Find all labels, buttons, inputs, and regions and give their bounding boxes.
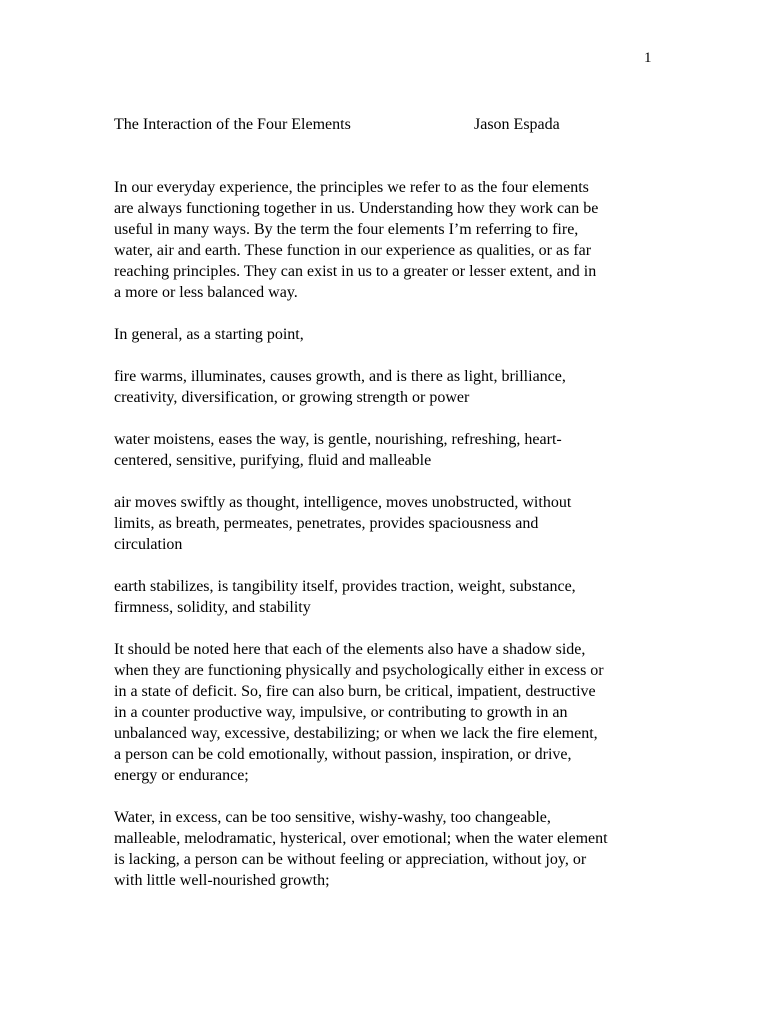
page-number: 1 <box>644 50 652 66</box>
document-title: The Interaction of the Four Elements <box>114 116 351 133</box>
paragraph-shadow-side: It should be noted here that each of the elements also have a shadow side, when they are functioning physically and psychologically either in excess or in a state of deficit. So, fire can also burn, be critical, impatient, destructive in a counter productive way, impulsive, or contributing to growth in an unbalanced way, excessive, destabilizing; or when we lack the fire element, a person can be cold emotionally, without passion, inspiration, or drive, energy or endurance; <box>114 641 604 784</box>
document-body <box>114 177 674 912</box>
paragraph-water: water moistens, eases the way, is gentle, nourishing, refreshing, heart- centered, sensitive, purifying, fluid and malleable <box>114 431 562 469</box>
paragraph-fire: fire warms, illuminates, causes growth, and is there as light, brilliance, creativity, diversification, or growing strength or power <box>114 368 566 406</box>
document-author: Jason Espada <box>474 116 560 133</box>
paragraph-intro: In our everyday experience, the principles we refer to as the four elements are always functioning together in us. Understanding how they work can be useful in many ways. By the term the four elements I’m referring to fire, water, air and earth. These function in our experience as qualities, or as far reaching principles. They can exist in us to a greater or lesser extent, and in a more or less balanced way. <box>114 179 599 301</box>
paragraph-water-excess: Water, in excess, can be too sensitive, wishy-washy, too changeable, malleable, melodramatic, hysterical, over emotional; when the water element is lacking, a person can be without feeling or appreciation, without joy, or with little well-nourished growth; <box>114 809 608 889</box>
paragraph-air: air moves swiftly as thought, intelligence, moves unobstructed, without limits, as breath, permeates, penetrates, provides spaciousness and circulation <box>114 494 572 553</box>
paragraph-earth: earth stabilizes, is tangibility itself, provides traction, weight, substance, firmness, solidity, and stability <box>114 578 576 616</box>
document-heading <box>114 116 560 134</box>
paragraph-starting-point: In general, as a starting point, <box>114 326 304 343</box>
